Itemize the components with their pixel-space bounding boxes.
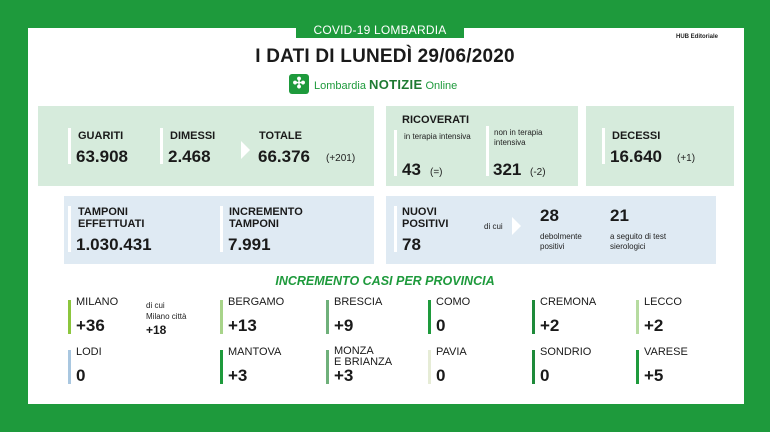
province-cremona (532, 296, 622, 338)
province-name: CREMONA (540, 296, 597, 308)
nuovi-positivi-value: 78 (402, 235, 421, 254)
province-mantova (220, 346, 310, 388)
sierologici-value: 21 (610, 206, 629, 225)
divider-bar (394, 206, 397, 252)
hub-label: HUB Editoriale (676, 34, 719, 40)
logo-pre: Lombardia (314, 79, 366, 92)
non-terapia-value: 321 (493, 160, 522, 179)
panel-decessi (586, 106, 734, 186)
divider-bar (68, 206, 71, 252)
province-name: MONZA E BRIANZA (334, 345, 393, 368)
province-value: 0 (436, 366, 446, 385)
debolmente-label: debolmente positivi (540, 232, 582, 251)
arrow-right-icon (512, 217, 521, 235)
province-bar (428, 350, 431, 384)
ricoverati-label: RICOVERATI (402, 114, 470, 126)
province-bar (326, 350, 329, 384)
province-name: VARESE (644, 346, 688, 358)
province-value: 0 (436, 316, 446, 335)
province-bar (220, 300, 223, 334)
tamponi-value: 1.030.431 (76, 235, 152, 254)
incremento-value: 7.991 (228, 235, 271, 254)
province-name: SONDRIO (540, 346, 592, 358)
province-pavia (428, 346, 518, 388)
province-value: +36 (76, 316, 105, 335)
province-monza-brianza (326, 346, 416, 388)
province-name: PAVIA (436, 346, 467, 358)
divider-bar (602, 128, 605, 164)
terapia-value: 43 (402, 160, 421, 179)
province-name: MILANO (76, 296, 119, 308)
decessi-value: 16.640 (610, 147, 662, 166)
sierologici-label: a seguito di test sierologici (610, 232, 667, 251)
province-bar (220, 350, 223, 384)
province-bar (636, 300, 639, 334)
province-brescia (326, 296, 416, 338)
province-value: +13 (228, 316, 257, 335)
guariti-value: 63.908 (76, 147, 128, 166)
province-name: BERGAMO (228, 296, 285, 308)
non-terapia-delta: (-2) (530, 167, 546, 178)
province-bar (636, 350, 639, 384)
debolmente-value: 28 (540, 206, 559, 225)
divider-bar (220, 206, 223, 252)
logo-post: Online (425, 79, 458, 92)
lombardia-notizie-logo (289, 73, 457, 95)
page-title: I DATI DI LUNEDÌ 29/06/2020 (255, 46, 515, 67)
di-cui-label: di cui (484, 222, 503, 231)
province-bar (68, 300, 71, 334)
divider-bar (160, 128, 163, 164)
terapia-label: in terapia intensiva (404, 132, 471, 141)
province-value: +9 (334, 316, 354, 335)
milano-citta-value: +18 (146, 323, 167, 337)
province-milano (68, 296, 148, 338)
province-como (428, 296, 518, 338)
province-lodi (68, 346, 148, 388)
province-bar (532, 300, 535, 334)
totale-value: 66.376 (258, 147, 310, 166)
terapia-delta: (=) (430, 167, 443, 178)
incremento-label: INCREMENTO TAMPONI (229, 206, 303, 230)
province-varese (636, 346, 726, 388)
decessi-delta: (+1) (677, 153, 696, 164)
province-bar (532, 350, 535, 384)
province-bar (326, 300, 329, 334)
province-bar (68, 350, 71, 384)
province-name: BRESCIA (334, 296, 383, 308)
guariti-label: GUARITI (78, 130, 124, 142)
non-terapia-label: non in terapia intensiva (494, 128, 543, 147)
divider-bar (68, 128, 71, 164)
divider-bar (486, 126, 489, 176)
dimessi-label: DIMESSI (170, 130, 216, 142)
province-value: +5 (644, 366, 664, 385)
divider-bar (394, 130, 397, 176)
milano-citta-label: di cui Milano città (146, 301, 187, 321)
logo-strong: NOTIZIE (369, 76, 423, 92)
totale-delta: (+201) (326, 153, 356, 164)
panel-guariti-totale (38, 106, 374, 186)
section-title: INCREMENTO CASI PER PROVINCIA (275, 274, 495, 288)
province-bar (428, 300, 431, 334)
province-value: 0 (540, 366, 550, 385)
tamponi-label: TAMPONI EFFETTUATI (78, 206, 145, 230)
header-tab: COVID-19 LOMBARDIA (296, 22, 464, 38)
totale-label: TOTALE (259, 130, 302, 142)
province-value: +3 (228, 366, 248, 385)
lombardia-cross-icon: ✣ (289, 74, 309, 94)
province-value: 0 (76, 366, 86, 385)
province-name: LECCO (644, 296, 682, 308)
province-name: COMO (436, 296, 471, 308)
province-bergamo (220, 296, 310, 338)
dimessi-value: 2.468 (168, 147, 211, 166)
province-name: MANTOVA (228, 346, 282, 358)
province-value: +2 (644, 316, 664, 335)
province-name: LODI (76, 346, 102, 358)
province-sondrio (532, 346, 622, 388)
province-lecco (636, 296, 726, 338)
province-value: +3 (334, 366, 354, 385)
logo-text (314, 77, 457, 92)
decessi-label: DECESSI (612, 130, 661, 142)
province-value: +2 (540, 316, 560, 335)
nuovi-positivi-label: NUOVI POSITIVI (402, 206, 449, 230)
arrow-right-icon (241, 141, 250, 159)
